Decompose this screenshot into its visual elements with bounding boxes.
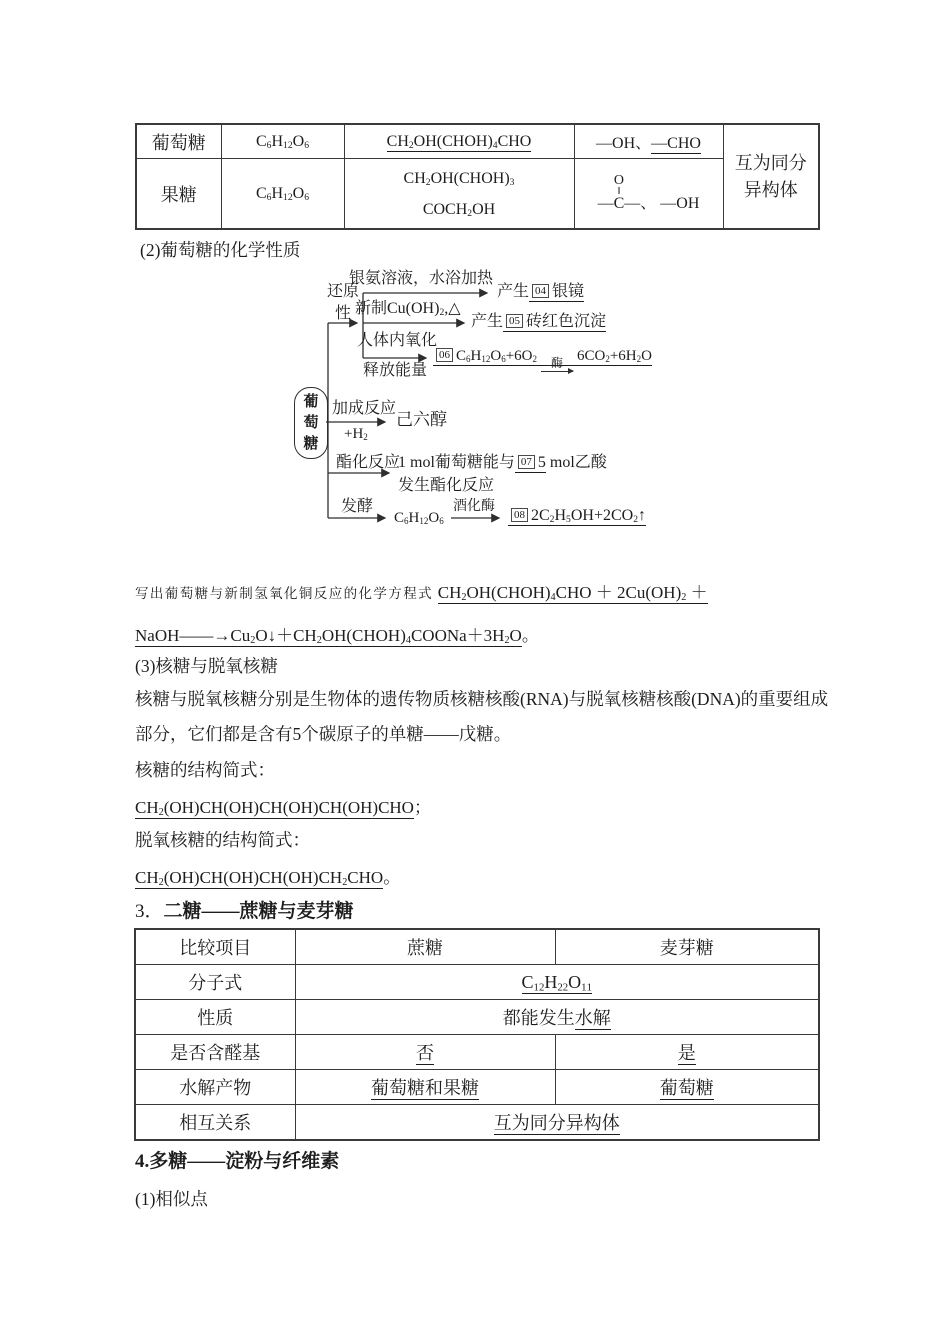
fermentation-product-blank: $2C_2H_5OH+2CO_2↑$ bbox=[531, 507, 646, 526]
answer-box-08: 08 bbox=[511, 508, 528, 522]
copper-result-prefix: 产生 bbox=[471, 313, 504, 330]
silver-mirror-result bbox=[497, 283, 584, 300]
hydrolysis-sucrose-cell bbox=[295, 1070, 555, 1105]
aldehyde-sucrose-blank: 否 bbox=[416, 1043, 434, 1063]
carbonyl-carbon: C bbox=[613, 195, 625, 212]
equation-paragraph-line1 bbox=[135, 578, 708, 603]
oxidation-condition-line2: 释放能量 bbox=[363, 362, 428, 379]
glucose-root-node bbox=[294, 387, 328, 459]
root-char-3: 糖 bbox=[303, 435, 319, 452]
esterification-line2: 发生酯化反应 bbox=[398, 477, 495, 494]
fructose-name-cell: 果糖 bbox=[136, 159, 221, 230]
carbonyl-right-bond: —、 bbox=[624, 195, 657, 212]
aldehyde-sucrose-cell bbox=[295, 1035, 555, 1070]
equation-tail: 。 bbox=[521, 626, 539, 645]
fermentation-product bbox=[508, 507, 646, 524]
hydrolysis-sucrose-blank: 葡萄糖和果糖 bbox=[371, 1078, 479, 1098]
header-sucrose: 蔗糖 bbox=[295, 929, 555, 965]
silver-mirror-condition: 银氨溶液，水浴加热 bbox=[349, 270, 494, 287]
glucose-formula-cell: $C_6H_{12}O_6$ bbox=[221, 124, 344, 159]
disaccharide-heading-number: 3． bbox=[135, 901, 164, 922]
property-row-value-cell bbox=[295, 1000, 819, 1035]
silver-result-prefix: 产生 bbox=[497, 283, 530, 300]
formula-blank: $C_{12}H_{22}O_{11}$ bbox=[521, 971, 592, 993]
relation-line1: 互为同分 bbox=[734, 152, 807, 173]
oxidation-eq-right: $6CO_2+6H_2O$ bbox=[577, 348, 652, 364]
disaccharide-table bbox=[134, 928, 820, 1141]
relation-row-value-cell bbox=[295, 1105, 819, 1141]
fructose-formula-cell: $C_6H_{12}O_6$ bbox=[221, 159, 344, 230]
fermentation-reactant: $C_6H_{12}O_6$ bbox=[394, 510, 444, 526]
glucose-properties-flowchart bbox=[285, 272, 705, 552]
similarity-label: (1)相似点 bbox=[135, 1189, 208, 1209]
property-blank: 水解 bbox=[574, 1008, 611, 1028]
monosaccharide-table bbox=[135, 123, 820, 230]
glucose-groups-cell bbox=[574, 124, 723, 159]
glucose-structure-blank: $CH_2OH(CHOH)_4CHO$ bbox=[386, 132, 532, 151]
glucose-groups-plain: —OH、 bbox=[596, 135, 652, 152]
root-char-1: 葡 bbox=[303, 393, 319, 410]
enzyme-arrow bbox=[541, 357, 573, 372]
fermentation-catalyst: 酒化酶 bbox=[453, 499, 495, 514]
carbonyl-left-bond: — bbox=[597, 195, 614, 212]
ribose-formula-blank: $CH_2(OH)CH(OH)CH(OH)CH(OH)CHO$ bbox=[135, 798, 414, 819]
glucose-structure-cell bbox=[344, 124, 574, 159]
esterification-label: 酯化反应 bbox=[336, 454, 401, 471]
property-row-label: 性质 bbox=[135, 1000, 295, 1035]
relation-row-label: 相互关系 bbox=[135, 1105, 295, 1141]
copper-condition: 新制$Cu(OH)_2,\triangle$ bbox=[355, 300, 461, 319]
ester-text-pre: 1 mol葡萄糖能与 bbox=[398, 454, 515, 471]
relation-cell bbox=[723, 124, 819, 229]
carbonyl-double-bond: ‖ bbox=[617, 185, 621, 197]
addition-reagent: $+H_2$ bbox=[344, 426, 368, 442]
table2-header-row bbox=[135, 929, 819, 965]
deoxyribose-formula-blank: $CH_2(OH)CH(OH)CH(OH)CH_2CHO$ bbox=[135, 868, 384, 889]
addition-label: 加成反应 bbox=[332, 400, 397, 417]
formula-row-label: 分子式 bbox=[135, 965, 295, 1000]
table2-aldehyde-row bbox=[135, 1035, 819, 1070]
deoxyribose-formula-line bbox=[135, 863, 400, 888]
answer-box-06: 06 bbox=[436, 348, 453, 362]
table2-relation-row bbox=[135, 1105, 819, 1141]
hydrolysis-row-label: 水解产物 bbox=[135, 1070, 295, 1105]
enzyme-label: 酶 bbox=[550, 356, 563, 370]
section2-title: (2)葡萄糖的化学性质 bbox=[140, 240, 301, 260]
reducing-label-line2: 性 bbox=[334, 305, 351, 322]
fructose-structure-line2: $COCH_2OH$ bbox=[422, 200, 496, 219]
rna-paragraph-line1: 核糖与脱氧核糖分别是生物体的遗传物质核糖核酸(RNA)与脱氧核糖核酸(DNA)的重要组成 bbox=[135, 689, 829, 709]
ribose-formula-line bbox=[135, 793, 431, 818]
table-row-glucose bbox=[136, 124, 819, 159]
root-char-2: 萄 bbox=[303, 414, 319, 431]
relation-line2: 异构体 bbox=[743, 179, 798, 200]
deoxyribose-label: 脱氧核糖的结构简式： bbox=[135, 830, 310, 850]
property-prefix: 都能发生 bbox=[502, 1008, 575, 1028]
carbonyl-oxygen: O bbox=[613, 173, 624, 188]
table-row-fructose bbox=[136, 159, 819, 230]
fructose-structure-cell bbox=[344, 159, 574, 230]
hydrolysis-maltose-blank: 葡萄糖 bbox=[659, 1078, 714, 1098]
equation-paragraph-line2 bbox=[135, 621, 539, 646]
reducing-label-line1: 还原 bbox=[326, 283, 359, 300]
aldehyde-maltose-cell bbox=[555, 1035, 819, 1070]
copper-result-blank: 砖红色沉淀 bbox=[526, 313, 607, 330]
equation-lead-text: 写出葡萄糖与新制氢氧化铜反应的化学方程式 bbox=[135, 586, 438, 601]
section3-title: (3)核糖与脱氧核糖 bbox=[135, 656, 278, 676]
fermentation-label: 发酵 bbox=[341, 498, 374, 515]
disaccharide-heading bbox=[135, 896, 354, 923]
copper-result bbox=[471, 313, 606, 330]
hydrolysis-maltose-cell bbox=[555, 1070, 819, 1105]
esterification-line1 bbox=[398, 451, 607, 474]
oxidation-equation bbox=[433, 348, 652, 372]
answer-box-07: 07 bbox=[518, 455, 535, 469]
answer-box-04: 04 bbox=[532, 284, 549, 298]
glucose-groups-blank: —CHO bbox=[651, 135, 701, 152]
table2-property-row bbox=[135, 1000, 819, 1035]
ribose-label: 核糖的结构简式： bbox=[135, 760, 275, 780]
table2-hydrolysis-row bbox=[135, 1070, 819, 1105]
esterification-text bbox=[398, 451, 607, 497]
ribose-formula-tail: ； bbox=[413, 798, 431, 817]
formula-row-value-cell bbox=[295, 965, 819, 1000]
aldehyde-row-label: 是否含醛基 bbox=[135, 1035, 295, 1070]
rna-paragraph-line2: 部分，它们都是含有5个碳原子的单糖——戊糖。 bbox=[135, 724, 512, 744]
polysaccharide-heading: 4.多糖——淀粉与纤维素 bbox=[135, 1151, 340, 1172]
deoxyribose-formula-tail: 。 bbox=[383, 868, 401, 887]
glucose-name-cell: 葡萄糖 bbox=[136, 124, 221, 159]
table2-formula-row bbox=[135, 965, 819, 1000]
carbonyl-group-structure bbox=[598, 174, 700, 212]
addition-result: 己六醇 bbox=[396, 410, 447, 429]
ester-blank-value: 5 bbox=[537, 454, 546, 471]
equation-blank-line1: $CH_2OH(CHOH)_4CHO + 2Cu(OH)_2$ ＋ bbox=[437, 583, 708, 604]
fructose-groups-cell bbox=[574, 159, 723, 230]
header-maltose: 麦芽糖 bbox=[555, 929, 819, 965]
reaction-arrow-icon bbox=[541, 371, 573, 372]
header-compare-item: 比较项目 bbox=[135, 929, 295, 965]
oxidation-eq-left: $C_6H_{12}O_6+6O_2$ bbox=[456, 348, 537, 364]
silver-result-blank: 银镜 bbox=[552, 283, 585, 300]
answer-box-05: 05 bbox=[506, 314, 523, 328]
ester-text-post: mol乙酸 bbox=[545, 454, 607, 471]
relation-blank: 互为同分异构体 bbox=[493, 1113, 620, 1133]
equation-blank-line2: $NaOH——\to Cu_2O↓+CH_2OH(CHOH)_4COONa+3H_2O$ bbox=[135, 626, 522, 647]
aldehyde-maltose-blank: 是 bbox=[677, 1043, 696, 1063]
hydroxyl-group: —OH bbox=[660, 195, 700, 212]
oxidation-condition-line1: 人体内氧化 bbox=[357, 332, 438, 349]
fructose-structure-line1: $CH_2OH(CHOH)_3$ bbox=[403, 169, 515, 188]
disaccharide-heading-title: 二糖——蔗糖与麦芽糖 bbox=[163, 901, 354, 922]
